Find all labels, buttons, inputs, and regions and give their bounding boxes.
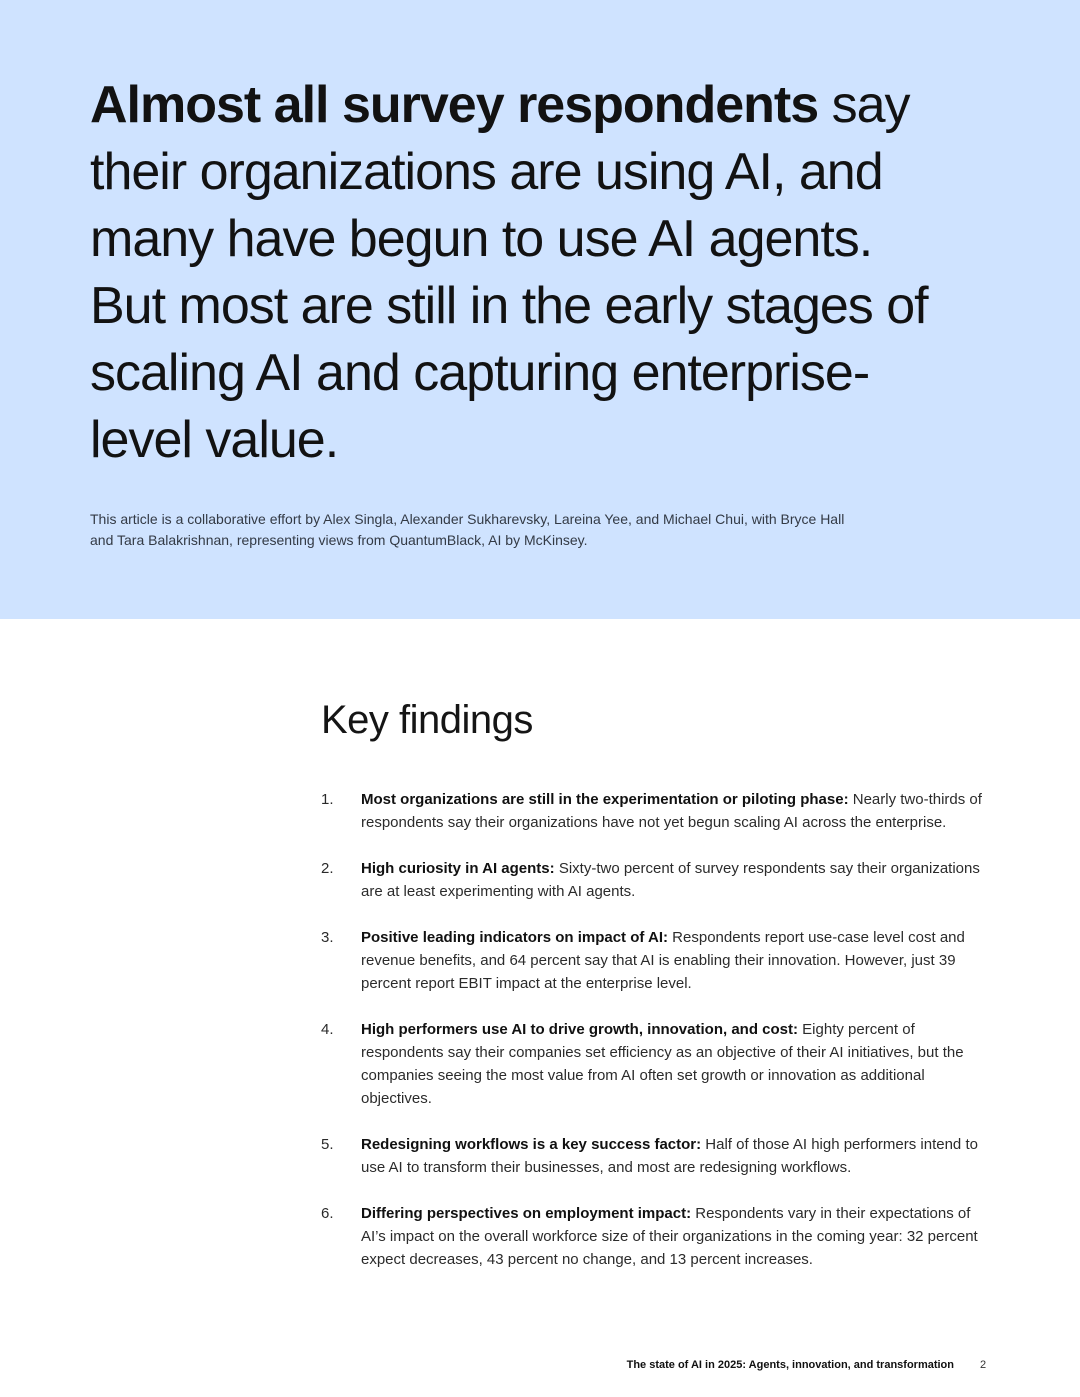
finding-body: Respondents vary in their expectations of AI’s impact on the overall workforce size of their organizations in the coming year: 32 percent expect decreases, 43 percent no change, and 13 percent increases.	[361, 1205, 978, 1268]
finding-lead: High performers use AI to drive growth, innovation, and cost:	[361, 1021, 798, 1038]
author-credit: This article is a collaborative effort by Alex Singla, Alexander Sukharevsky, Lareina Yee, and Michael Chui, with Bryce Hall and Tara Balakrishnan, representing views from QuantumBlack, AI by McKinsey.	[90, 511, 845, 548]
finding-number: 5.	[321, 1136, 334, 1153]
finding-item	[321, 926, 1011, 995]
key-findings-list	[321, 788, 1011, 1294]
finding-body: Nearly two-thirds of respondents say their organizations have not yet begun scaling AI across the enterprise.	[361, 791, 982, 831]
finding-lead: Most organizations are still in the experimentation or piloting phase:	[361, 791, 849, 808]
finding-item	[321, 857, 1011, 903]
finding-body: Eighty percent of respondents say their companies set efficiency as an objective of their AI initiatives, but the companies seeing the most value from AI often set growth or innovation as additional objectives.	[361, 1021, 964, 1107]
key-findings-title: Key findings	[321, 698, 533, 742]
finding-item	[321, 788, 1011, 834]
finding-body: Half of those AI high performers intend to use AI to transform their businesses, and most are redesigning workflows.	[361, 1136, 978, 1176]
hero-headline	[90, 72, 950, 474]
finding-text	[361, 1133, 991, 1179]
finding-text	[361, 857, 991, 903]
finding-number: 2.	[321, 860, 334, 877]
finding-text	[361, 788, 991, 834]
finding-lead: Redesigning workflows is a key success factor:	[361, 1136, 702, 1153]
finding-item	[321, 1202, 1011, 1271]
finding-text	[361, 926, 991, 995]
finding-text	[361, 1202, 991, 1271]
finding-item	[321, 1133, 1011, 1179]
finding-lead: High curiosity in AI agents:	[361, 860, 555, 877]
finding-lead: Differing perspectives on employment impact:	[361, 1205, 692, 1222]
finding-text	[361, 1018, 991, 1110]
page-number: 2	[980, 1359, 987, 1371]
finding-lead: Positive leading indicators on impact of AI:	[361, 929, 668, 946]
finding-number: 1.	[321, 791, 334, 808]
finding-number: 4.	[321, 1021, 334, 1038]
footer-report-title: The state of AI in 2025: Agents, innovation, and transformation	[626, 1359, 954, 1371]
hero-headline-bold: Almost all survey respondents	[90, 76, 819, 134]
finding-number: 6.	[321, 1205, 334, 1222]
finding-number: 3.	[321, 929, 334, 946]
finding-item	[321, 1018, 1011, 1110]
hero-headline-rest: say their organizations are using AI, and many have begun to use AI agents. But most are still in the early stages of scaling AI and capturing enterprise-level value.	[90, 76, 928, 469]
finding-body: Respondents report use-case level cost and revenue benefits, and 64 percent say that AI is enabling their innovation. However, just 39 percent report EBIT impact at the enterprise level.	[361, 929, 965, 992]
finding-body: Sixty-two percent of survey respondents say their organizations are at least experimenting with AI agents.	[361, 860, 980, 900]
hero-section	[0, 0, 1080, 619]
